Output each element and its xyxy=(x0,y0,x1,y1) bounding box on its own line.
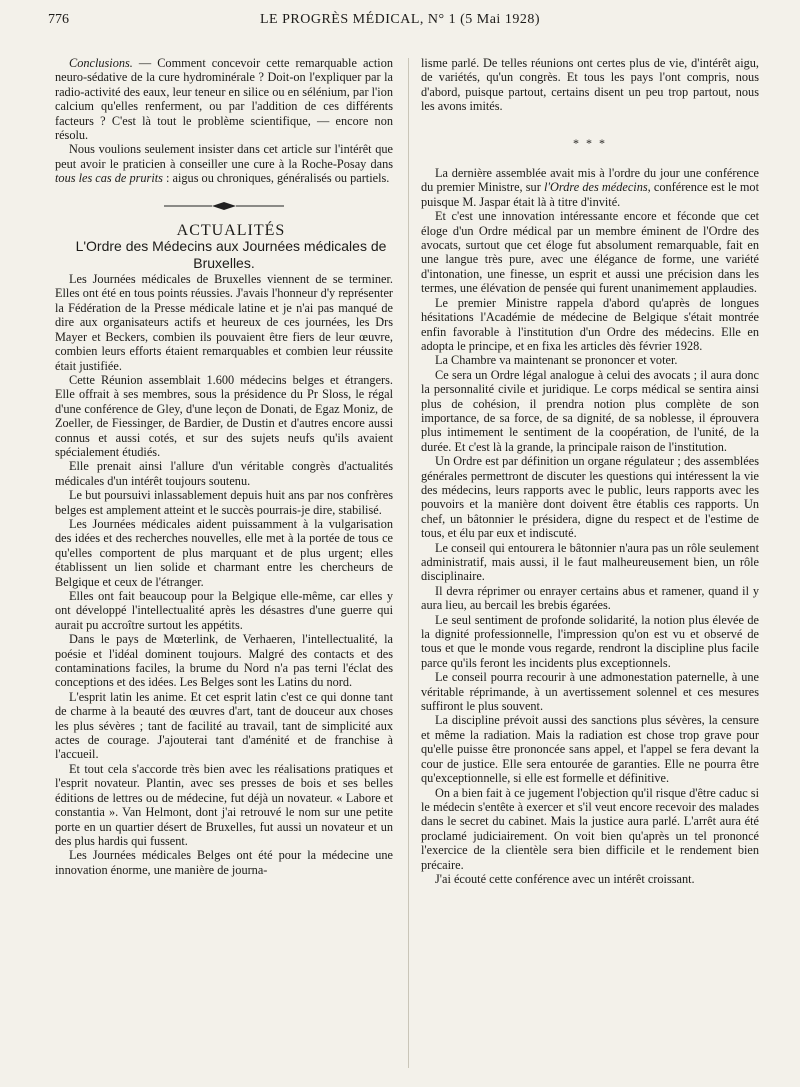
paragraph: Le conseil pourra recourir à une admonestation paternelle, à une véritable réprimande, à un avertissement solennel et ces mesures suffiront le plus souvent. xyxy=(421,670,759,714)
paragraph: On a bien fait à ce jugement l'objection qu'il risque d'être caduc si le médecin s'entête à exercer et s'il veut encore recevoir des malades dans le secret du cabinet. Mais la justice aura parlé. L'arrêt aura été proclamé judiciairement. On voit bien qu'après un tel prononcé l'exercice de la clientèle sera bien difficile et le rendement bien précaire. xyxy=(421,785,759,872)
ornament-divider xyxy=(55,200,393,212)
section-stars: * * * xyxy=(573,135,607,150)
section-title: ACTUALITÉS xyxy=(176,221,286,239)
paragraph: Dans le pays de Mœterlink, de Verhaeren, l'intellectualité, la poésie et l'idéal dominent toujours. Malgré des contacts et des contaminations faciles, la brume du Nord n'a pas terni l'éclat des conceptions et des idées. Les Belges sont les Latins du nord. xyxy=(55,632,393,690)
conclusions-paragraph: Conclusions. — Comment concevoir cette remarquable action neuro-sédative de la cure hydrominérale ? Doit-on l'expliquer par la radio-activité des eaux, leur teneur en silice ou en sélénium, par l'ion calcium qu'elles renferment, ou par l'addition de ces différents facteurs ? C'est là tout le problème scientifique, — encore non résolu. xyxy=(55,56,393,143)
paragraph: Elles ont fait beaucoup pour la Belgique elle-même, car elles y ont développé l'intellectualité après les désastres d'une guerre qui aurait pu accroître surtout les appétits. xyxy=(55,589,393,632)
interest-paragraph: Nous voulions seulement insister dans cet article sur l'intérêt que peut avoir le praticien à conseiller une cure à la Roche-Posay dans tous les cas de prurits : aigus ou chroniques, généralisés ou partiels. xyxy=(55,142,393,186)
paragraph: Le conseil qui entourera le bâtonnier n'aura pas un rôle seulement administratif, mais aussi, il le faut malheureusement bien, un rôle disciplinaire. xyxy=(421,540,759,584)
right-column xyxy=(421,56,759,886)
paragraph: Et tout cela s'accorde très bien avec les réalisations pratiques et l'esprit novateur. Plantin, avec ses presses de bois et ses belles éditions de lettres ou de médecine, fut déjà un novateur. « Labore et constantia ». Van Helmont, dont j'ai retrouvé le nom sur une petite porte en un quartier désert de Bruxelles, fut aussi un novateur et un des plus hardis qui fussent. xyxy=(55,761,393,848)
conclusions-label: Conclusions. xyxy=(69,56,133,70)
column-rule xyxy=(408,58,409,1068)
paragraph: Un Ordre est par définition un organe régulateur ; des assemblées générales permettront de discuter les questions qui intéressent la vie des médecins, leurs rapports avec le public, leurs rapports avec les pouvoirs et la manière dont doivent être établis ces rapports. Un chef, un bâtonnier le présidera, digne du respect et de l'estime de tous, et élu par eux et indiscuté. xyxy=(421,454,759,541)
paragraph: Le but poursuivi inlassablement depuis huit ans par nos confrères belges est amplement atteint et le succès pourrais-je dire, stabilisé. xyxy=(55,488,393,517)
paragraph: Elle prenait ainsi l'allure d'un véritable congrès d'actualités médicales d'un intérêt toujours soutenu. xyxy=(55,459,393,488)
paragraph: Il devra réprimer ou enrayer certains abus et ramener, quand il y aura lieu, au bercail les brebis égarées. xyxy=(421,583,759,613)
paragraph: Le seul sentiment de profonde solidarité, la notion plus élevée de la dignité professionnelle, l'impression qu'on est vu et observé de tous et que le monde vous regarde, rendront la discipline plus facile parce qu'ils feront les incidents plus exceptionnels. xyxy=(421,612,759,670)
paragraph: Cette Réunion assemblait 1.600 médecins belges et étrangers. Elle offrait à ses membres, sous la présidence du Pr Sloss, le régal d'une conférence de Gley, d'une leçon de Donati, de Egaz Moniz, de Zoeller, de Fiessinger, de Bardier, de Dustin et d'autres encore aussi connus et aussi cotés, et sur des sujets neufs qu'ils avaient spécialement étudiés. xyxy=(55,372,393,459)
paragraph: La discipline prévoit aussi des sanctions plus sévères, la censure et même la radiation. Mais la radiation est chose trop grave pour qu'elle puisse être prononcée sans appel, et l'appel se fera devant la cour de justice. Elle sera entourée de garanties. Elle ne pourra être qu'exceptionnelle, si elle est formelle et définitive. xyxy=(421,713,759,786)
left-column xyxy=(55,56,393,877)
paragraph: Et c'est une innovation intéressante encore et féconde que cet éloge d'un Ordre médical par un membre éminent de l'Ordre des avocats, surtout que cet éloge fut absolument remarquable, fait en une langue très pure, avec une élégance de forme, une variété d'intonation, une finesse, un esprit et aussi une précision dans les termes, une élévation de pensée qui furent unanimement applaudies. xyxy=(421,209,759,296)
running-header xyxy=(40,12,760,32)
paragraph: La Chambre va maintenant se prononcer et voter. xyxy=(435,353,678,368)
continued-paragraph: lisme parlé. De telles réunions ont certes plus de vie, d'intérêt aigu, de variétés, qu'un congrès. Et tous les pays l'ont compris, nous d'abord, puisque partout, certains disent un peu trop partout, nous les avons imités. xyxy=(421,56,759,114)
paragraph: Ce sera un Ordre légal analogue à celui des avocats ; il aura donc la personnalité civile et juridique. Le corps médical se sentira ainsi plus de cohésion, il prendra notion plus complète de son importance, de sa force, de sa dignité, de sa noblesse, il éprouvera plus intimement le sentiment de la coopération, de l'unité, de la durée. Et c'est là la grande, la principale raison de l'institution. xyxy=(421,367,759,454)
conference-paragraph: La dernière assemblée avait mis à l'ordre du jour une conférence du premier Ministre, sur l'Ordre des médecins, conférence est le mot puisque M. Jaspar était là à titre d'invité. xyxy=(421,166,759,209)
article-title: L'Ordre des Médecins aux Journées médicales de Bruxelles. xyxy=(75,238,387,272)
paragraph: J'ai écouté cette conférence avec un intérêt croissant. xyxy=(435,871,695,886)
paragraph: Les Journées médicales aident puissamment à la vulgarisation des idées et des recherches nouvelles, elle met à la portée de tous ce qu'elles comportent de plus marquant et de plus urgent; elles établissent un lien solide et charmant entre les chercheurs de Belgique et ceux de l'étranger. xyxy=(55,516,393,589)
page-number: 776 xyxy=(48,12,69,27)
journal-title: LE PROGRÈS MÉDICAL, N° 1 (5 Mai 1928) xyxy=(260,12,540,27)
paragraph: Les Journées médicales de Bruxelles viennent de se terminer. Elles ont été en tous points réussies. J'avais l'honneur d'y représenter la Fédération de la Presse médicale latine et je n'ai pas manqué de dire aux organisateurs actifs et heureux de ces journées, les Drs Mayer et Beckers, combien ils pouvaient être fiers de leur œuvre, combien leurs efforts étaient remarquables et combien leur réussite était justifiée. xyxy=(55,272,393,373)
paragraph: Le premier Ministre rappela d'abord qu'après de longues hésitations l'Académie de médecine de Belgique s'était montrée enfin favorable à l'institution d'un Ordre des médecins. Elle en adopta le principe, et en fixa les articles dès février 1928. xyxy=(421,295,759,353)
paragraph: L'esprit latin les anime. Et cet esprit latin c'est ce qui donne tant de charme à la beauté des œuvres d'art, tant de douceur aux choses les plus sévères ; tant de facilité au travail, tant de simplicité aux actes de courage. J'ajouterai tant d'aménité et de franchise à l'accueil. xyxy=(55,689,393,762)
paragraph: Les Journées médicales Belges ont été pour la médecine une innovation énorme, une manière de journa- xyxy=(55,848,393,877)
